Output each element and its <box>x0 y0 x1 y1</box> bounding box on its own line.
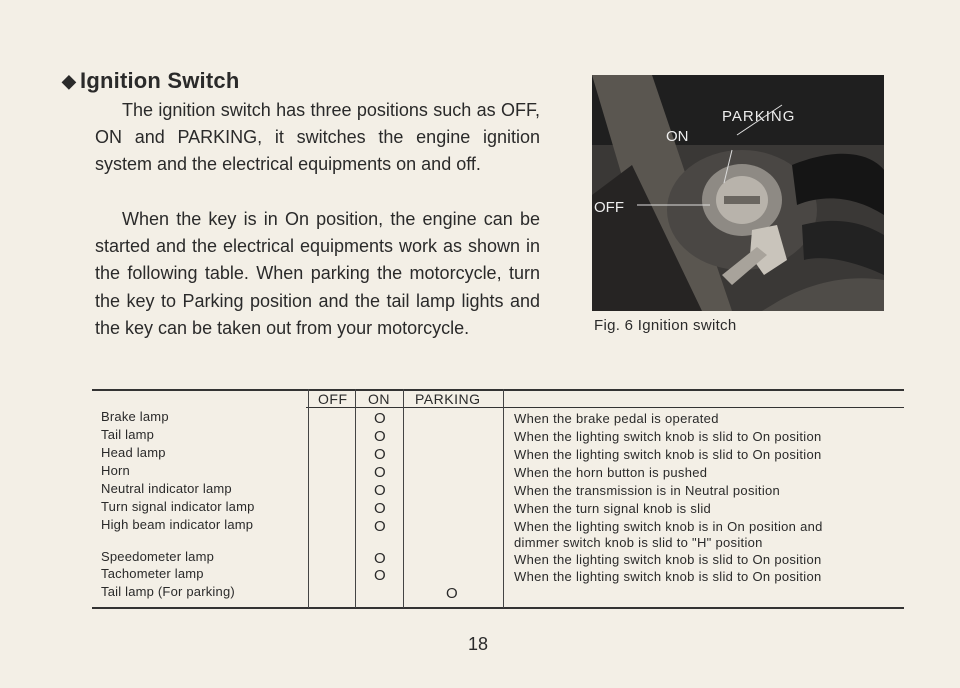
row-label: Neutral indicator lamp <box>101 481 232 496</box>
row-label: Tail lamp <box>101 427 155 442</box>
label-on: ON <box>666 128 689 145</box>
table-bottom-rule <box>92 607 904 609</box>
col-header-parking: PARKING <box>415 391 481 407</box>
row-label: Horn <box>101 463 130 478</box>
on-mark: O <box>374 482 386 499</box>
section-heading <box>62 68 239 94</box>
on-mark: O <box>374 428 386 445</box>
section-title: Ignition Switch <box>80 68 240 93</box>
on-mark: O <box>374 500 386 517</box>
col-divider-desc <box>503 389 504 608</box>
row-description: When the lighting switch knob is slid to On position <box>514 552 822 567</box>
row-description: When the lighting switch knob is slid to On position <box>514 429 822 444</box>
col-divider-on <box>355 389 356 608</box>
parking-mark: O <box>446 585 458 602</box>
on-mark: O <box>374 518 386 535</box>
ignition-switch-photo <box>592 75 884 311</box>
label-parking: PARKING <box>722 108 796 125</box>
row-description: When the brake pedal is operated <box>514 411 719 426</box>
row-description: When the transmission is in Neutral position <box>514 483 781 498</box>
row-label: Brake lamp <box>101 409 169 424</box>
row-label: Speedometer lamp <box>101 549 215 564</box>
on-mark: O <box>374 567 386 584</box>
diamond-bullet-icon: ◆ <box>62 70 77 91</box>
row-label: Turn signal indicator lamp <box>101 499 255 514</box>
on-mark: O <box>374 446 386 463</box>
row-description: dimmer switch knob is slid to "H" position <box>514 535 763 550</box>
on-mark: O <box>374 464 386 481</box>
label-off: OFF <box>594 199 624 216</box>
row-label: Tail lamp (For parking) <box>101 584 235 599</box>
ignition-switch-illustration <box>592 75 884 311</box>
row-description: When the horn button is pushed <box>514 465 708 480</box>
row-label: High beam indicator lamp <box>101 517 254 532</box>
row-description: When the lighting switch knob is slid to On position <box>514 569 822 584</box>
on-mark: O <box>374 410 386 427</box>
figure-caption: Fig. 6 Ignition switch <box>594 317 737 334</box>
paragraph-intro: The ignition switch has three positions such as OFF, ON and PARKING, it switches the engine ignition system and the electrical equipments on and off. <box>95 100 540 175</box>
equipment-table <box>92 389 904 609</box>
header-rule <box>306 407 904 408</box>
page-number: 18 <box>468 634 489 654</box>
on-mark: O <box>374 550 386 567</box>
col-divider-off <box>308 389 309 608</box>
table-top-rule <box>92 389 904 391</box>
row-description: When the lighting switch knob is slid to On position <box>514 447 822 462</box>
paragraph-usage: When the key is in On position, the engine can be started and the electrical equipments work as shown in the following table. When parking the motorcycle, turn the key to Parking position and the tail lamp lights and the key can be taken out from your motorcycle. <box>95 209 540 338</box>
row-description: When the turn signal knob is slid <box>514 501 712 516</box>
col-header-on: ON <box>368 391 390 407</box>
row-description: When the lighting switch knob is in On position and <box>514 519 823 534</box>
col-divider-parking <box>403 389 404 608</box>
col-header-off: OFF <box>318 391 348 407</box>
row-label: Tachometer lamp <box>101 566 204 581</box>
row-label: Head lamp <box>101 445 166 460</box>
